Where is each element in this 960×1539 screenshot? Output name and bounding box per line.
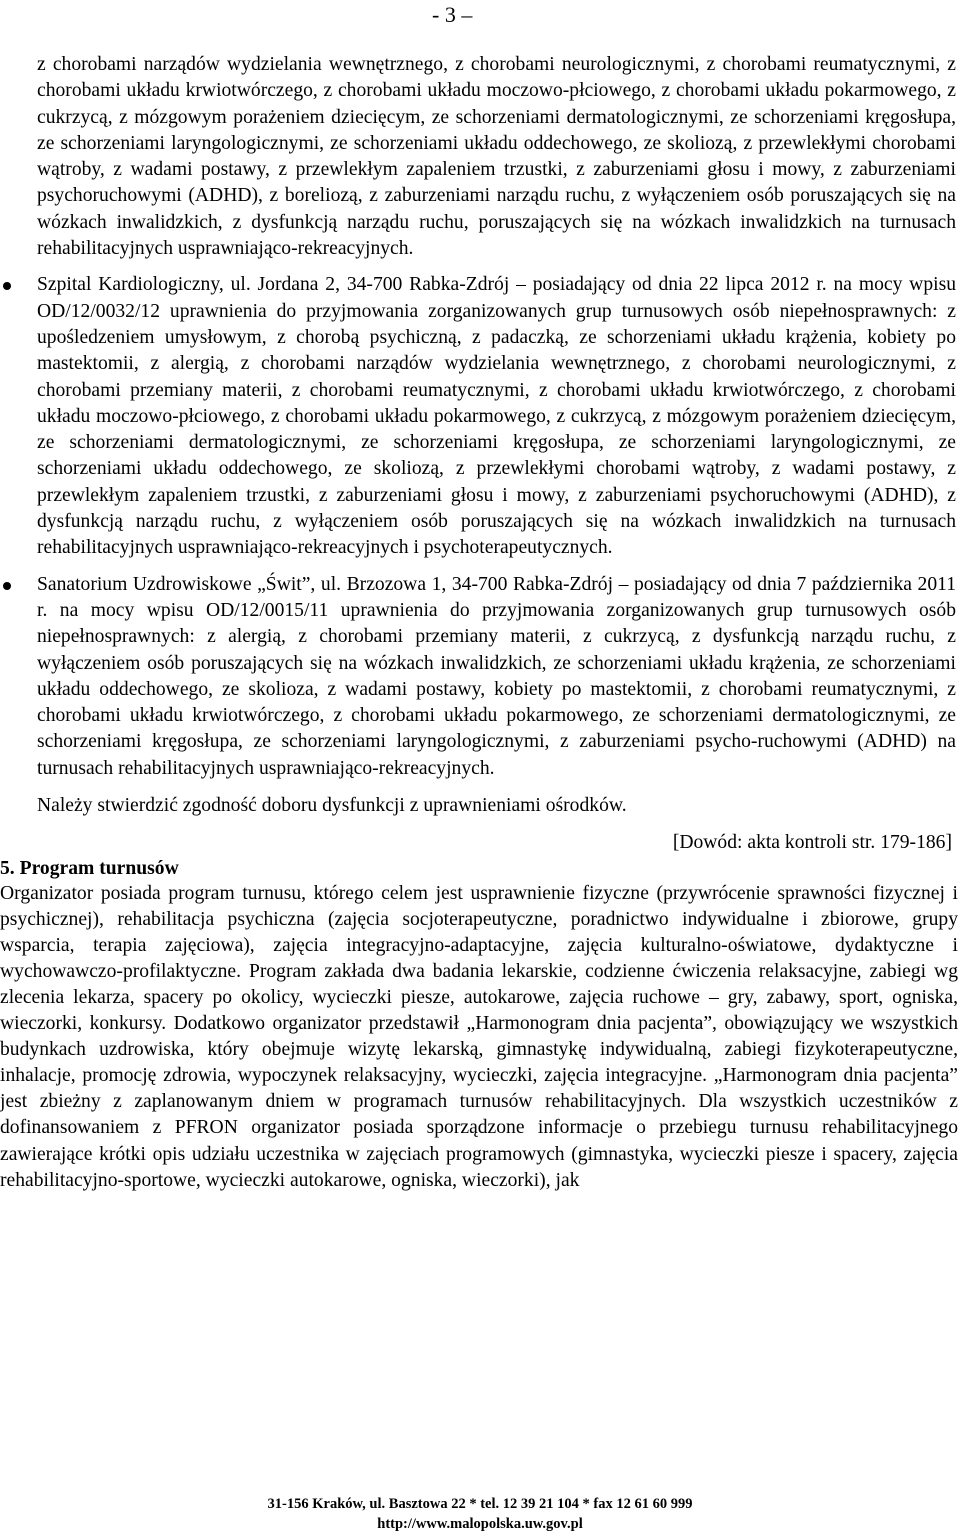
evidence-note: [Dowód: akta kontroli str. 179-186] (672, 832, 952, 854)
bullet-item-sanatorium (0, 572, 960, 782)
section-number: 5. (0, 857, 15, 879)
bullet-text: Sanatorium Uzdrowiskowe „Świt”, ul. Brzozowa 1, 34-700 Rabka-Zdrój – posiadający od dnia 7 października 2011 r. na mocy wpisu OD/12/0015/11 uprawnienia do przyjmowania zorganizowanych grup turnusowych osób niepełnosprawnych: z alergią, z chorobami przemiany materii, z cukrzycą, z dysfunkcją narządu ruchu, z wyłączeniem osób poruszających się na wózkach inwalidzkich, ze schorzeniami układu krążenia, ze schorzeniami układu oddechowego, ze skolioza, z wadami postawy, kobiety po mastektomii, z chorobami reumatycznymi, z chorobami układu krwiotwórczego, z chorobami układu pokarmowego, ze schorzeniami dermatologicznymi, ze schorzeniami kręgosłupa, ze schorzeniami laryngologicznymi, z zaburzeniami psycho-ruchowymi (ADHD) na turnusach rehabilitacyjnych usprawniająco-rekreacyjnych. (37, 573, 956, 779)
conclusion-paragraph: Należy stwierdzić zgodność doboru dysfunkcji z uprawnieniami ośrodków. (37, 795, 627, 817)
bullet-item-hospital (0, 272, 960, 561)
bullet-icon (3, 282, 11, 290)
page-number: - 3 – (432, 2, 473, 27)
section-heading (0, 857, 960, 881)
section-body: Organizator posiada program turnusu, którego celem jest usprawnienie fizyczne (przywrócenie sprawności fizycznej i psychicznej), rehabilitacja psychiczna (zajęcia socjoterapeutyczne, poradnictwo indywidualne i zbiorowe, grupy wsparcia, terapia zajęciowa), zajęcia integracyjno-adaptacyjne, zajęcia kulturalno-oświatowe, dydaktyczne i wychowawczo-profilaktyczne. Program zakłada dwa badania lekarskie, codzienne ćwiczenia relaksacyjne, zabiegi wg zlecenia lekarza, spacery po okolicy, wycieczki piesze, autokarowe, zajęcia ruchowe – gry, zabawy, sport, ogniska, wieczorki, konkursy. Dodatkowo organizator przedstawił „Harmonogram dnia pacjenta”, obowiązujący we wszystkich budynkach uzdrowiska, który obejmuje wizytę lekarską, gimnastykę indywidualną, zabiegi fizykoterapeutyczne, inhalacje, promocję zdrowia, wypoczynek relaksacyjny, wycieczki, zajęcia integracyjne. „Harmonogram dnia pacjenta” jest zbieżny z zaplanowanym dniem w programach turnusów rehabilitacyjnych. Dla wszystkich uczestników z dofinansowaniem z PFRON organizator posiada sporządzone informacje o przebiegu turnusu rehabilitacyjnego zawierające krótki opis udziału uczestnika w zajęciach programowych (gimnastyka, wycieczki piesze i spacery, zajęcia rehabilitacyjno-sportowe, wycieczki autokarowe, ogniska, wieczorki), jak (0, 882, 958, 1191)
footer-address: 31-156 Kraków, ul. Basztowa 22 * tel. 12 39 21 104 * fax 12 61 60 999 (267, 1496, 693, 1512)
section-title: Program turnusów (19, 857, 179, 879)
continuation-paragraph: z chorobami narządów wydzielania wewnętrznego, z chorobami neurologicznymi, z chorobami reumatycznymi, z chorobami układu krwiotwórczego, z chorobami układu moczowo-płciowego, z chorobami układu pokarmowego, z cukrzycą, z mózgowym porażeniem dziecięcym, ze schorzeniami dermatologicznymi, ze schorzeniami kręgosłupa, ze schorzeniami laryngologicznymi, ze schorzeniami układu oddechowego, ze skoliozą, z przewlekłymi chorobami wątroby, z wadami postawy, z przewlekłym zapaleniem trzustki, z zaburzeniami głosu i mowy, z zaburzeniami psychoruchowymi (ADHD), z boreliozą, z zaburzeniami narządu ruchu, z wyłączeniem osób poruszających się na wózkach inwalidzkich, z dysfunkcją narządu ruchu, poruszających się na wózkach inwalidzkich na turnusach rehabilitacyjnych usprawniająco-rekreacyjnych. (37, 54, 956, 260)
footer-url[interactable]: http://www.malopolska.uw.gov.pl (377, 1516, 583, 1532)
document-body (0, 52, 960, 1194)
bullet-icon (3, 582, 11, 590)
bullet-text: Szpital Kardiologiczny, ul. Jordana 2, 34-700 Rabka-Zdrój – posiadający od dnia 22 lipca 2012 r. na mocy wpisu OD/12/0032/12 uprawnienia do przyjmowania zorganizowanych grup turnusowych osób niepełnosprawnych: z upośledzeniem umysłowym, z chorobą psychiczną, z padaczką, ze schorzeniami układu krążenia, kobiety po mastektomii, z alergią, z chorobami narządów wydzielania wewnętrznego, z chorobami neurologicznymi, z chorobami przemiany materii, z chorobami reumatycznymi, z chorobami układu krwiotwórczego, z chorobami układu moczowo-płciowego, z chorobami układu pokarmowego, z cukrzycą, z mózgowym porażeniem dziecięcym, ze schorzeniami dermatologicznymi, ze schorzeniami kręgosłupa, ze schorzeniami laryngologicznymi, ze schorzeniami układu oddechowego, ze skoliozą, z przewlekłymi chorobami wątroby, z wadami postawy, z przewlekłym zapaleniem trzustki, z zaburzeniami głosu i mowy, z zaburzeniami psychoruchowymi (ADHD), z dysfunkcją narządu ruchu, z wyłączeniem osób poruszających się na wózkach inwalidzkich na turnusach rehabilitacyjnych usprawniająco-rekreacyjnych i psychoterapeutycznych. (37, 274, 956, 559)
